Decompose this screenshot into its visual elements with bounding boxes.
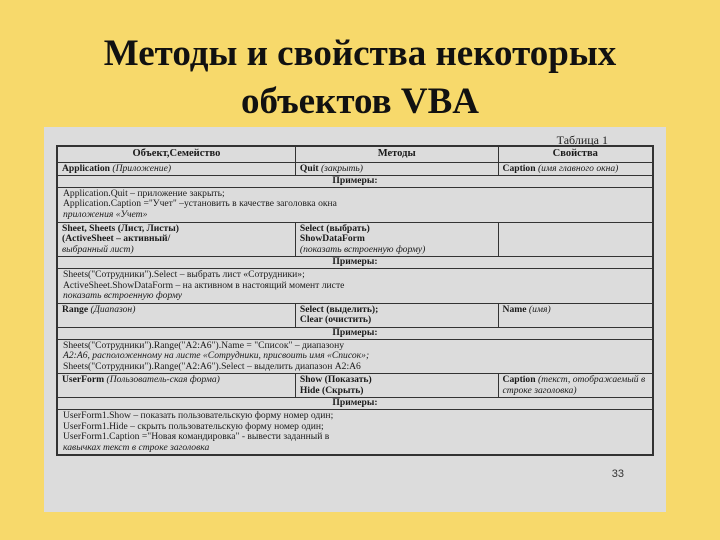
table-row — [57, 162, 653, 176]
examples-row: Application.Quit – приложение закрыть; Application.Caption ="Учет" –установить в качестве заголовка окна приложения «Учет» — [57, 187, 653, 222]
examples-header-row: Примеры: — [57, 327, 653, 339]
examples-header-row: Примеры: — [57, 257, 653, 269]
column-header-methods: Методы — [295, 146, 498, 162]
table-row — [57, 374, 653, 398]
methods-cell: Select (выбрать) ShowDataForm (показать встроенную форму) — [295, 222, 498, 257]
column-header-properties: Свойства — [498, 146, 653, 162]
page-number: 33 — [611, 468, 624, 480]
methods-cell: Select (выделить); Clear (очистить) — [295, 303, 498, 327]
slide-title — [0, 30, 720, 126]
title-line-1: Методы и свойства некоторых — [103, 33, 617, 74]
object-cell: Application (Приложение) — [57, 162, 295, 176]
examples-row: Sheets("Сотрудники").Range("A2:A6").Name = "Список" – диапазону A2:A6, расположенному на листе «Сотрудники, присвоить имя «Список»; Sheets("Сотрудники").Range("A2:A6").Select – выделить диапазон A2:A6 — [57, 339, 653, 374]
examples-row: UserForm1.Show – показать пользовательскую форму номер один; UserForm1.Hide – скрыть пользовательскую форму номер один; UserForm1.Caption ="Новая командировка" - вывести заданный в кавычках текст в строке заголовка — [57, 410, 653, 456]
methods-cell: Quit (закрыть) — [295, 162, 498, 176]
examples-header-row: Примеры: — [57, 398, 653, 410]
properties-cell: Name (имя) — [498, 303, 653, 327]
object-cell: Range (Диапазон) — [57, 303, 295, 327]
properties-cell: Caption (имя главного окна) — [498, 162, 653, 176]
object-cell: Sheet, Sheets (Лист, Листы) (ActiveSheet – активный/ выбранный лист) — [57, 222, 295, 257]
properties-cell: Caption (текст, отображаемый в строке заголовка) — [498, 374, 653, 398]
title-line-2: объектов VBA — [240, 81, 479, 122]
methods-cell: Show (Показать) Hide (Скрыть) — [295, 374, 498, 398]
column-header-object: Объект,Семейство — [57, 146, 295, 162]
examples-row: Sheets("Сотрудники").Select – выбрать лист «Сотрудники»; ActiveSheet.ShowDataForm – на активном в настоящий момент листе показать встроенную форму — [57, 268, 653, 303]
properties-cell — [498, 222, 653, 257]
table-row — [57, 303, 653, 327]
scanned-table-image — [44, 127, 666, 512]
object-cell: UserForm (Пользователь-ская форма) — [57, 374, 295, 398]
table-row — [57, 222, 653, 257]
examples-header-row: Примеры: — [57, 176, 653, 188]
table-number: Таблица 1 — [556, 133, 608, 147]
table-header-row — [57, 146, 653, 162]
methods-properties-table — [56, 145, 654, 456]
